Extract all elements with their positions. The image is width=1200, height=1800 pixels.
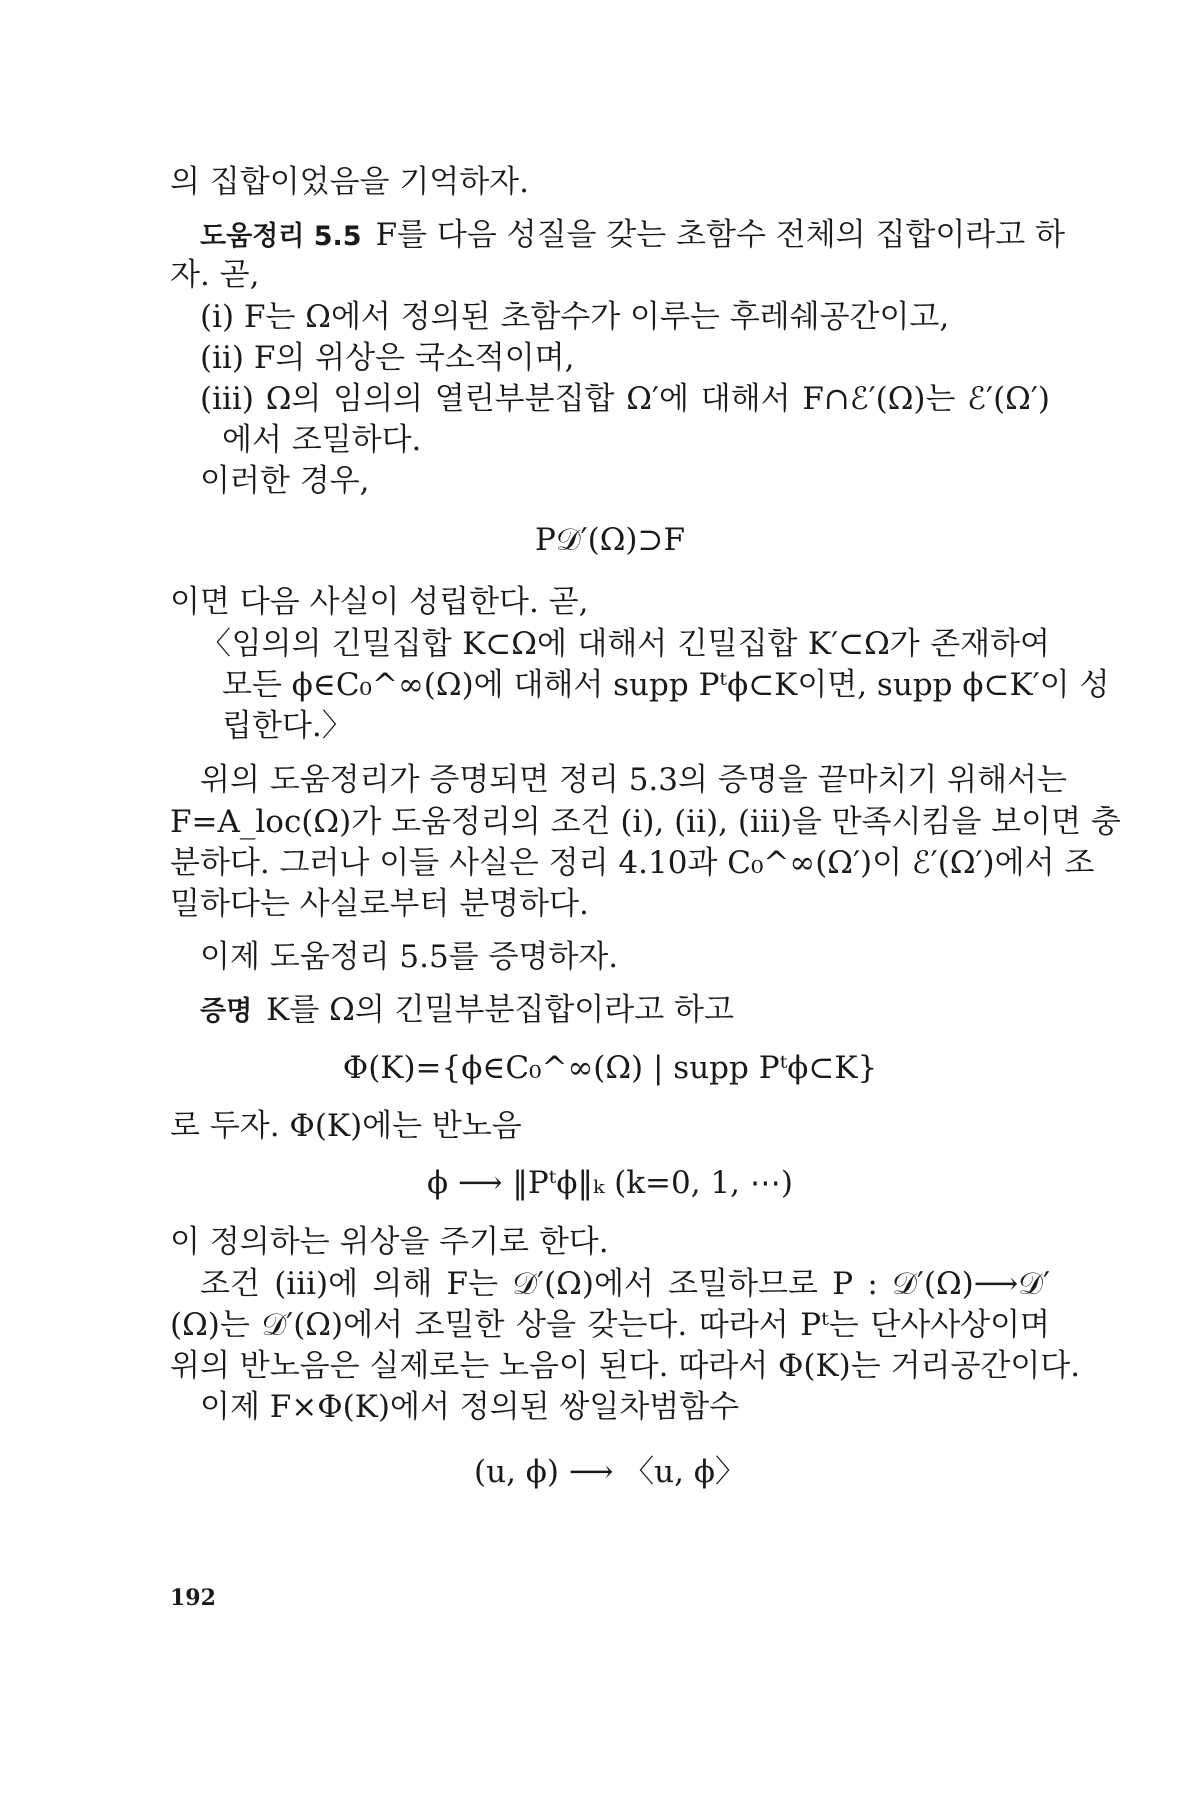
lemma-line xyxy=(200,215,1065,257)
condition-ii: (ii) F의 위상은 국소적이며, xyxy=(200,340,575,376)
page-number: 192 xyxy=(170,1585,216,1611)
text-line: 로 두자. Φ(K)에는 반노음 xyxy=(170,1108,522,1144)
display-formula: P𝒟′(Ω)⊃F xyxy=(534,522,685,558)
text-line: 에서 조밀하다. xyxy=(222,422,422,458)
text-line: F=A_loc(Ω)가 도움정리의 조건 (i), (ii), (iii)을 만족시킴을 보이면 충 xyxy=(170,804,1121,840)
display-formula: Φ(K)={ϕ∈C₀^∞(Ω) | supp Pᵗϕ⊂K} xyxy=(342,1050,878,1086)
text-line: 이제 도움정리 5.5를 증명하자. xyxy=(200,939,619,975)
text-line: (Ω)는 𝒟′(Ω)에서 조밀한 상을 갖는다. 따라서 Pᵗ는 단사사상이며 xyxy=(170,1307,1050,1343)
proof-heading: 증명 xyxy=(200,996,253,1027)
display-formula: (u, ϕ) ⟶ 〈u, ϕ〉 xyxy=(474,1454,746,1490)
text-line: 립한다.〉 xyxy=(222,708,353,744)
text-line: 〈임의의 긴밀집합 K⊂Ω에 대해서 긴밀집합 K′⊂Ω가 존재하여 xyxy=(200,626,1050,662)
text-line: 위의 도움정리가 증명되면 정리 5.3의 증명을 끝마치기 위해서는 xyxy=(200,762,1067,798)
text-line: 이제 F×Φ(K)에서 정의된 쌍일차범함수 xyxy=(200,1389,740,1425)
text-line: F를 다음 성질을 갖는 초함수 전체의 집합이라고 하 xyxy=(375,217,1065,253)
text-line: 조건 (iii)에 의해 F는 𝒟′(Ω)에서 조밀하므로 P : 𝒟′(Ω)⟶𝒟′ xyxy=(200,1266,1050,1302)
text-line: 이면 다음 사실이 성립한다. 곧, xyxy=(170,584,589,620)
display-formula: ϕ ⟶ ‖Pᵗϕ‖ₖ (k=0, 1, ⋯) xyxy=(427,1165,793,1201)
condition-i: (i) F는 Ω에서 정의된 초함수가 이루는 후레쉐공간이고, xyxy=(200,299,950,335)
text-line: K를 Ω의 긴밀부분집합이라고 하고 xyxy=(266,992,734,1028)
lemma-heading: 도움정리 5.5 xyxy=(200,221,362,252)
text-line: 의 집합이었음을 기억하자. xyxy=(170,164,529,200)
text-line: 자. 곧, xyxy=(170,257,260,293)
condition-iii: (iii) Ω의 임의의 열린부분집합 Ω′에 대해서 F∩ℰ′(Ω)는 ℰ′(Ω′) xyxy=(200,381,1050,417)
text-line: 밀하다는 사실로부터 분명하다. xyxy=(170,886,589,922)
text-line: 모든 ϕ∈C₀^∞(Ω)에 대해서 supp Pᵗϕ⊂K이면, supp ϕ⊂K′이 성 xyxy=(222,667,1110,703)
text-line: 이 정의하는 위상을 주기로 한다. xyxy=(170,1224,609,1260)
text-line: 분하다. 그러나 이들 사실은 정리 4.10과 C₀^∞(Ω′)이 ℰ′(Ω′)에서 조 xyxy=(170,845,1095,881)
proof-line xyxy=(200,990,1050,1032)
text-line: 위의 반노음은 실제로는 노음이 된다. 따라서 Φ(K)는 거리공간이다. xyxy=(170,1348,1081,1384)
text-line: 이러한 경우, xyxy=(200,463,370,499)
